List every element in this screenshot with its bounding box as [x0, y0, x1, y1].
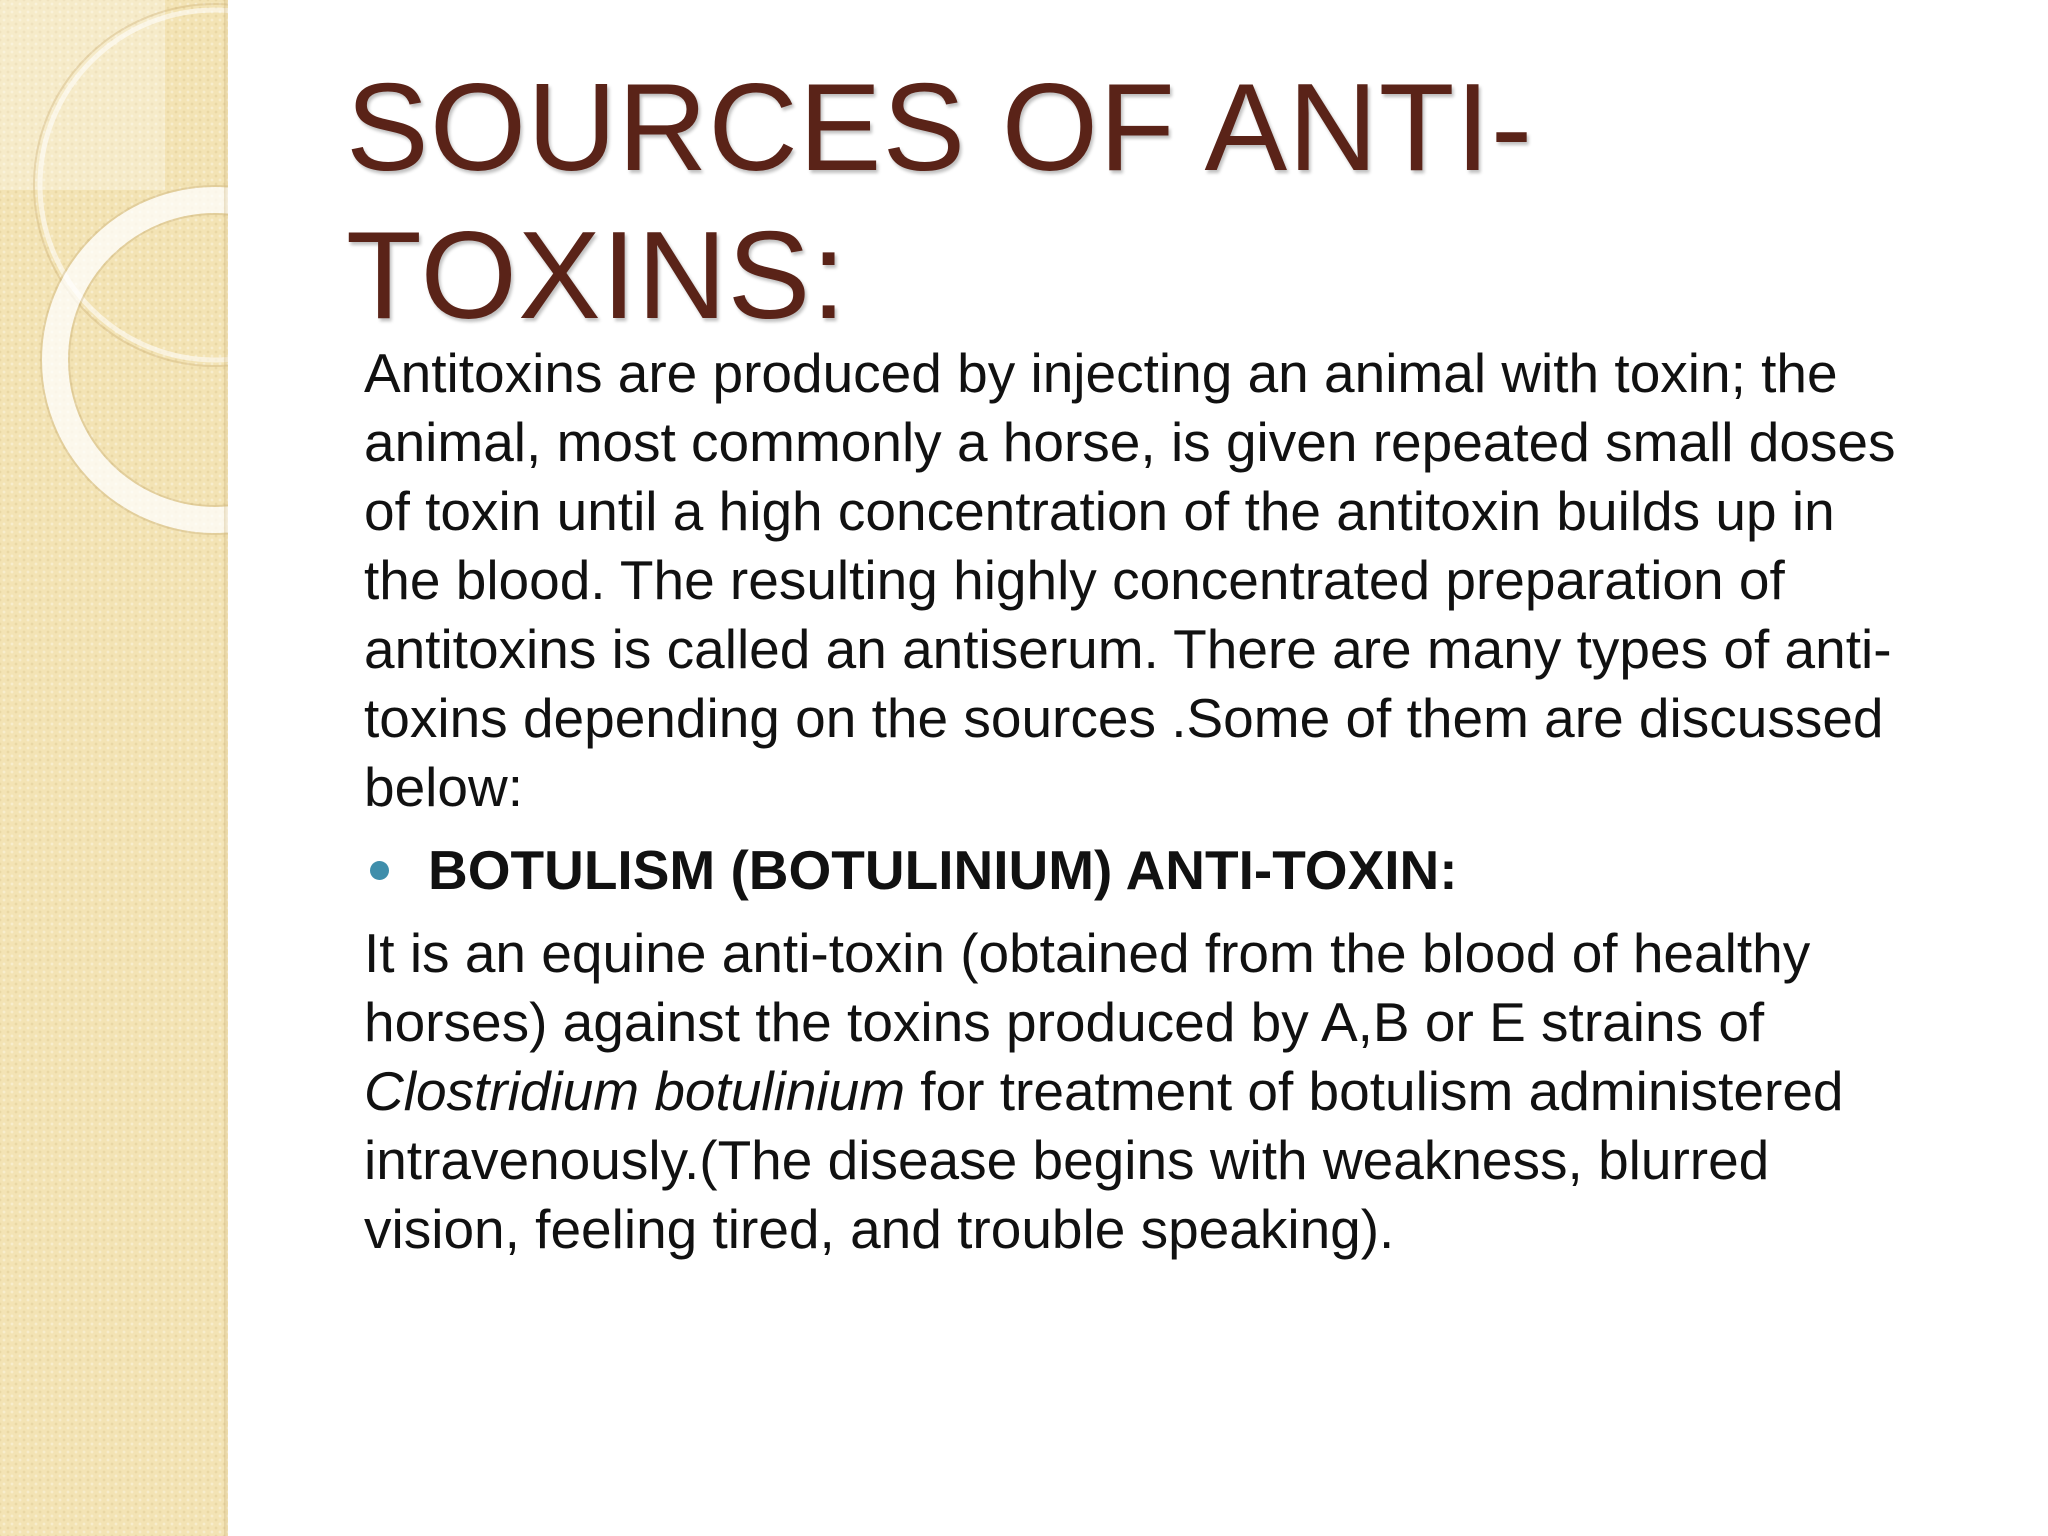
detail-line: [364, 1057, 1984, 1126]
intro-paragraph: [364, 339, 1984, 822]
intro-line: antitoxins is called an antiserum. There are many types of anti-: [364, 618, 1892, 680]
slide-title-line-2: TOXINS:: [346, 207, 847, 345]
bullet-dot-icon: [370, 861, 389, 880]
slide-body: [364, 339, 1984, 1264]
detail-line: It is an equine anti-toxin (obtained from the blood of healthy: [364, 922, 1811, 984]
intro-line: animal, most commonly a horse, is given repeated small doses: [364, 411, 1896, 473]
decorative-sidebar: [0, 0, 228, 1536]
slide-title-line-1: SOURCES OF ANTI-: [346, 59, 1534, 197]
intro-line: the blood. The resulting highly concentrated preparation of: [364, 549, 1785, 611]
detail-line: intravenously.(The disease begins with weakness, blurred: [364, 1129, 1770, 1191]
detail-paragraph: [364, 919, 1984, 1264]
detail-line: vision, feeling tired, and trouble speaking).: [364, 1198, 1395, 1260]
detail-line-rest: for treatment of botulism administered: [905, 1060, 1844, 1122]
slide-title: [346, 54, 1846, 350]
intro-line: toxins depending on the sources .Some of them are discussed: [364, 687, 1884, 749]
intro-line: below:: [364, 756, 523, 818]
decorative-rings-graphic: [0, 0, 228, 1536]
intro-line: of toxin until a high concentration of the antitoxin builds up in: [364, 480, 1835, 542]
species-name: Clostridium botulinium: [364, 1060, 906, 1122]
intro-line: Antitoxins are produced by injecting an animal with toxin; the: [364, 342, 1838, 404]
bullet-heading: BOTULISM (BOTULINIUM) ANTI-TOXIN:: [428, 839, 1458, 901]
bullet-item: [364, 836, 1984, 905]
detail-line: horses) against the toxins produced by A,B or E strains of: [364, 991, 1765, 1053]
